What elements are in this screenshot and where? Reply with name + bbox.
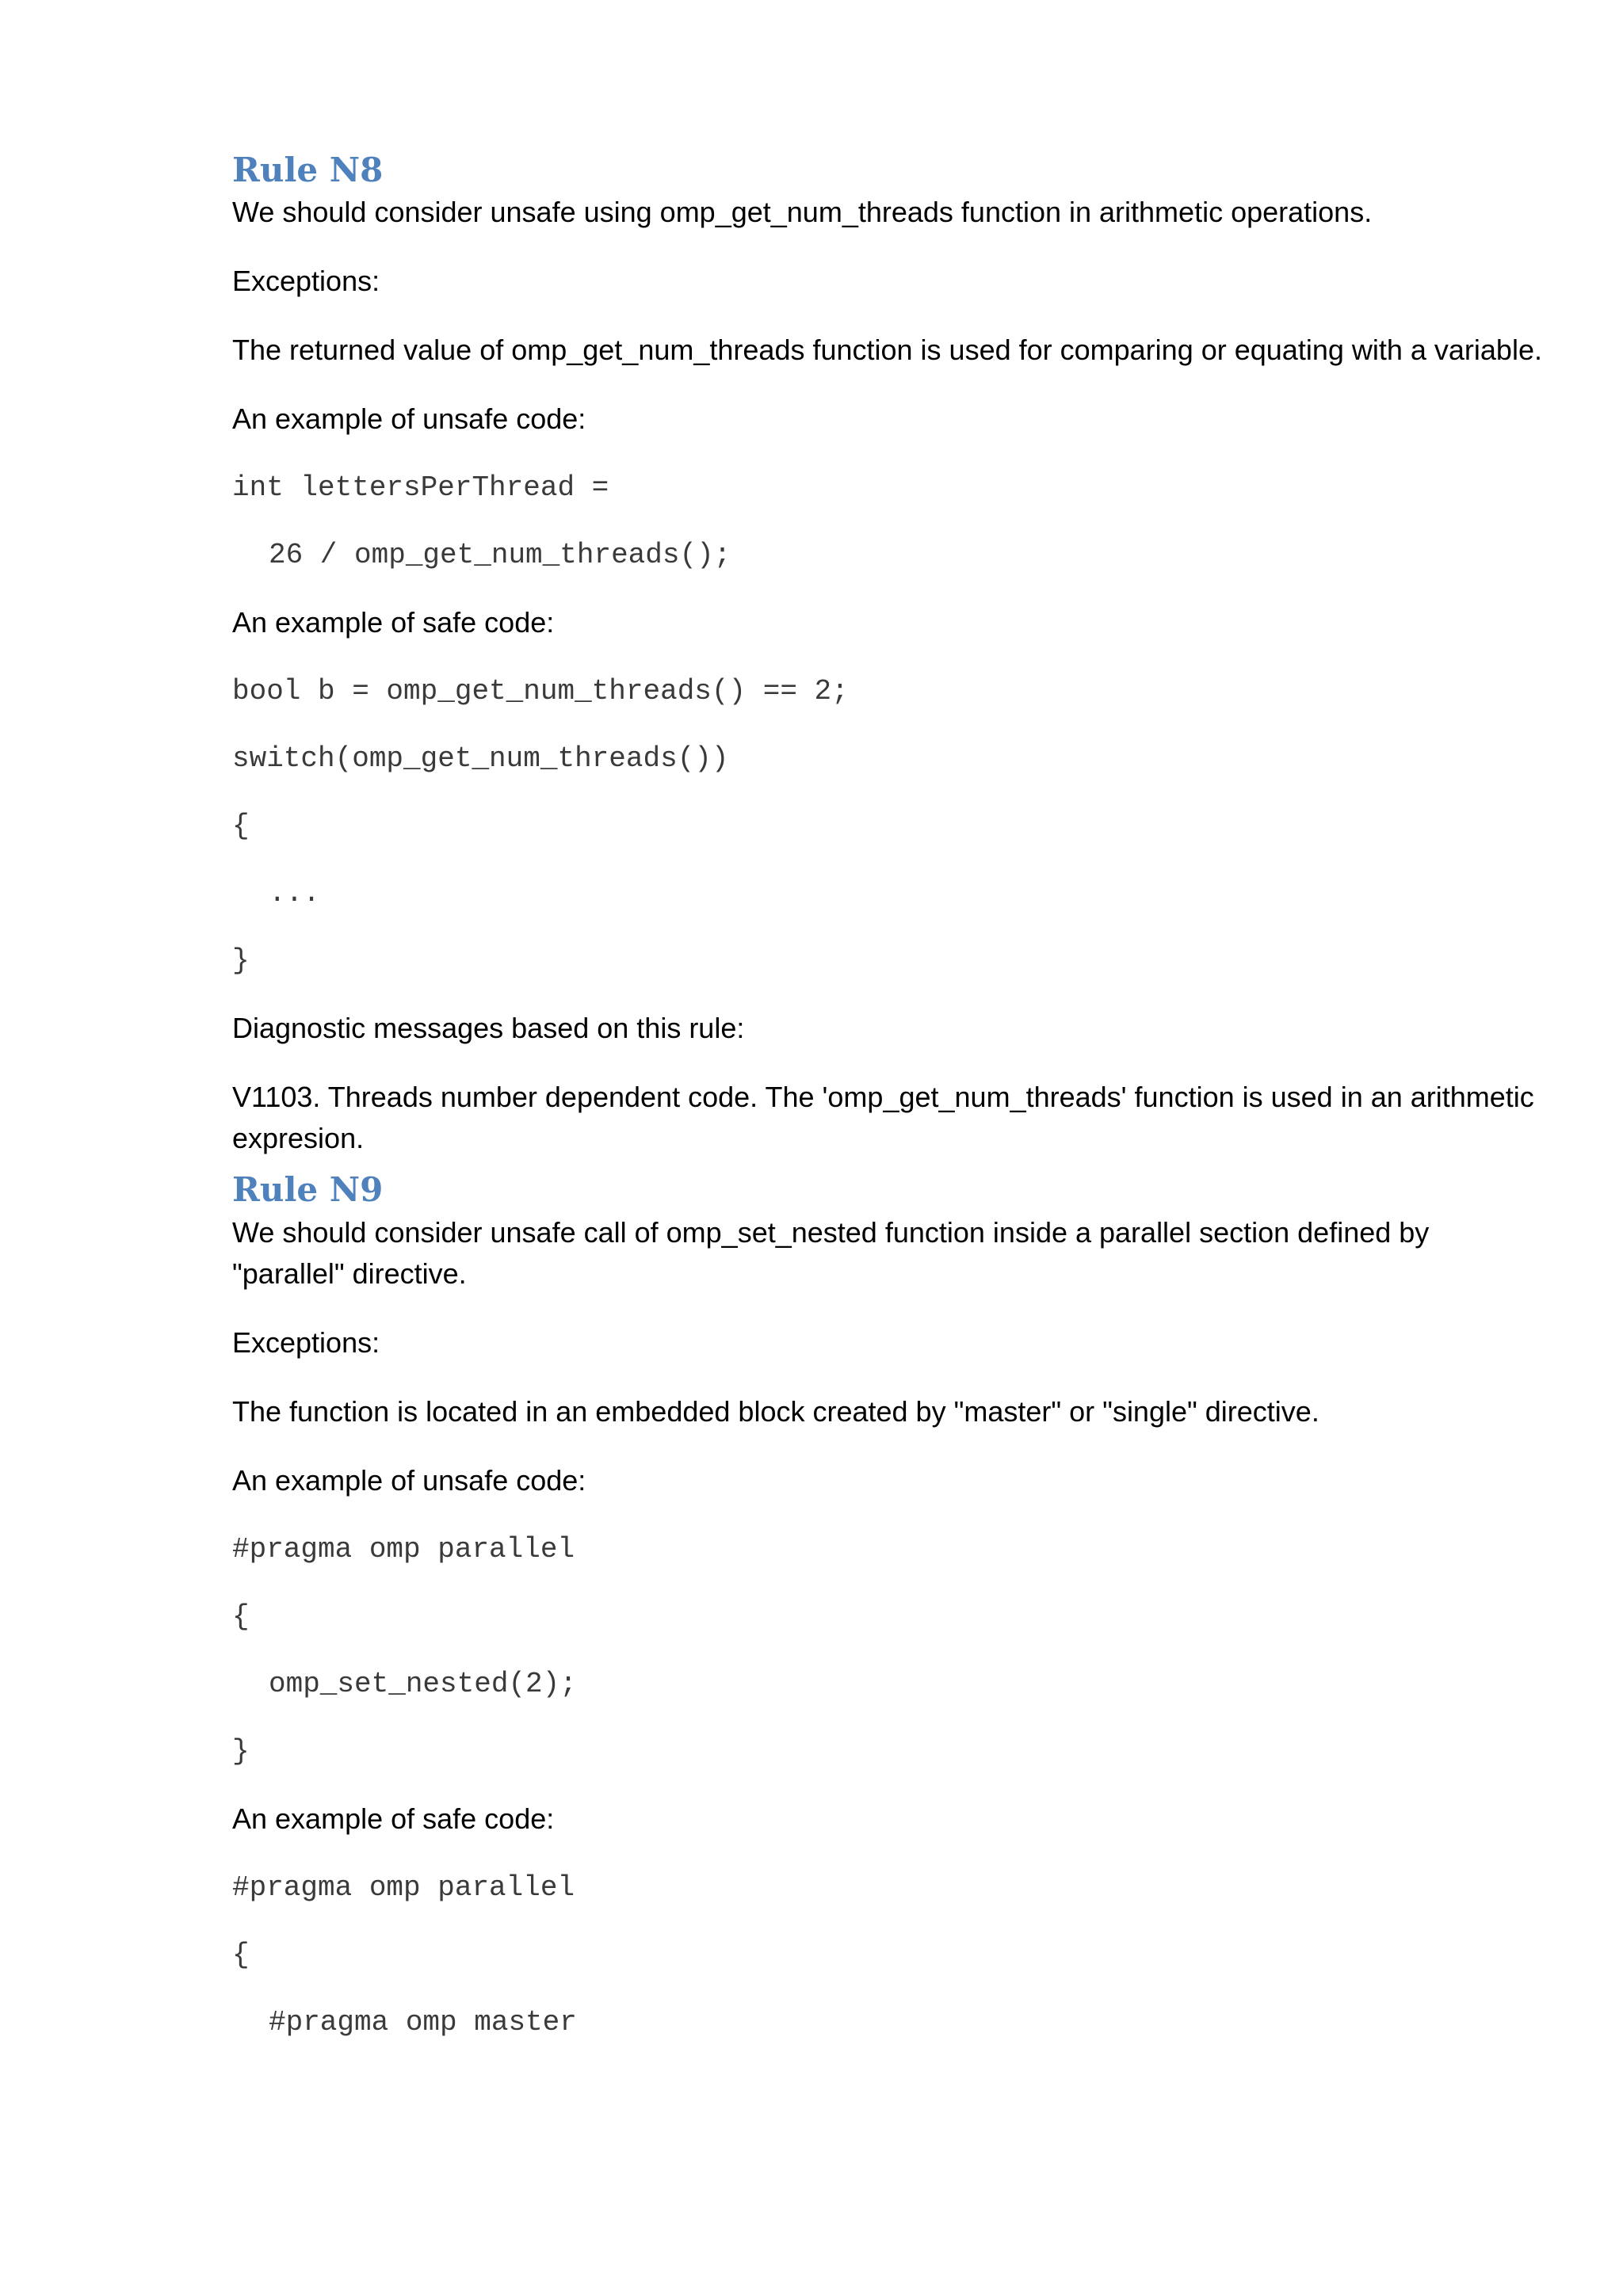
rule-n9-unsafe-label: An example of unsafe code: [232,1463,586,1497]
code-line: } [232,1734,250,1768]
rule-n8-diag-label: Diagnostic messages based on this rule: [232,1012,745,1045]
code-line: #pragma omp parallel [232,1871,575,1904]
code-line: { [232,810,250,843]
code-line: #pragma omp parallel [232,1532,575,1566]
rule-n9-heading: Rule N9 [232,1170,384,1210]
code-line: switch(omp_get_num_threads()) [232,742,729,776]
code-line: ... [269,877,320,910]
code-line: #pragma omp master [269,2005,577,2039]
rule-n8-safe-label: An example of safe code: [232,606,555,639]
document-page [232,151,1548,2069]
rule-n8-exception-text: The returned value of omp_get_num_threads function is used for comparing or equating with a variable. [232,334,1542,367]
rule-n9-exception-text: The function is located in an embedded block created by "master" or "single" directive. [232,1394,1319,1428]
code-line: } [232,944,250,978]
code-line: omp_set_nested(2); [269,1667,577,1700]
rule-n8-heading: Rule N8 [232,151,384,189]
code-line: { [232,1600,250,1633]
code-line: int lettersPerThread = [232,471,609,505]
rule-n8-exceptions-label: Exceptions: [232,265,380,298]
code-line: bool b = omp_get_num_threads() == 2; [232,675,849,708]
code-line: 26 / omp_get_num_threads(); [269,539,731,572]
rule-n9-intro: We should consider unsafe call of omp_set_nested function inside a parallel section defined by "parallel" directive. [232,1215,1430,1290]
rule-n8-diag-text: V1103. Threads number dependent code. The 'omp_get_num_threads' function is used in an arithmetic expresion. [232,1081,1534,1155]
code-line: { [232,1938,250,1971]
rule-n9-exceptions-label: Exceptions: [232,1325,380,1359]
rule-n8-unsafe-label: An example of unsafe code: [232,402,586,436]
rule-n8-intro: We should consider unsafe using omp_get_num_threads function in arithmetic operations. [232,196,1373,229]
rule-n9-safe-label: An example of safe code: [232,1802,555,1835]
